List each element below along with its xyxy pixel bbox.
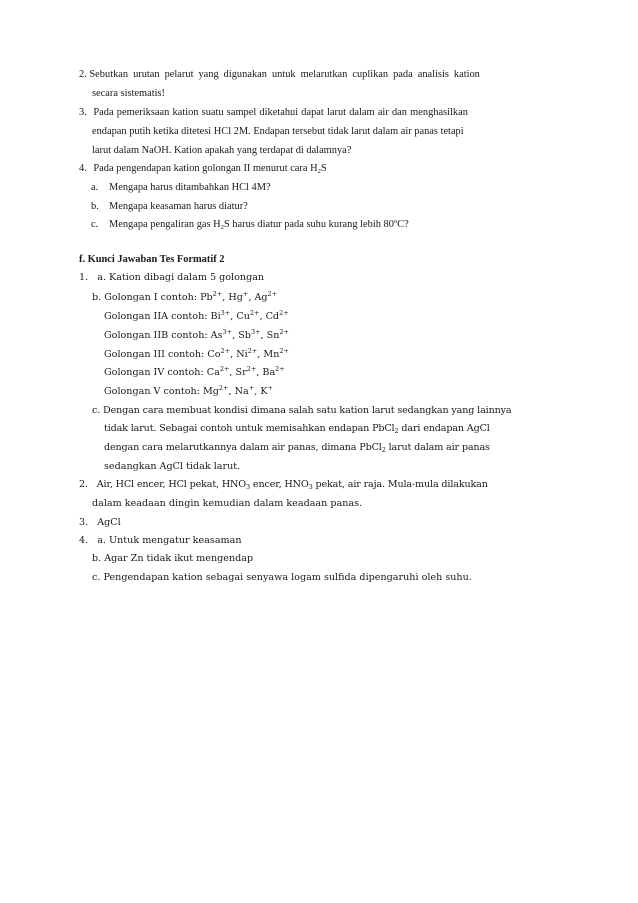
q3-line3: larut dalam NaOH. Kation apakah yang terdapat di dalamnya?: [92, 145, 352, 156]
ion-charge: 2+: [220, 347, 231, 355]
ion-charge: 2+: [218, 384, 229, 392]
answer1-group-iib: Golongan IIB contoh: $As^{3+}$, $Sb^{3+}$, $Sn^{2+}$: [104, 328, 289, 341]
q3-line1: [79, 106, 468, 119]
answer4-line-b: b. Agar Zn tidak ikut mengendap: [92, 553, 254, 564]
ion-symbol: Ba: [262, 367, 276, 378]
ion-symbol: Co: [207, 349, 221, 360]
ion-charge: 2+: [219, 365, 230, 373]
q4-stem: 4. Pada pengendapan kation golongan II menurut cara $H_2S$: [79, 163, 327, 175]
q2-number: 2.: [79, 69, 87, 80]
ion-charge: 2+: [279, 309, 289, 317]
ion-charge: +: [248, 384, 255, 392]
ion-symbol: Pb: [200, 292, 213, 303]
ion-charge: 2+: [246, 365, 257, 373]
answer1-group-iii: Golongan III contoh: $Co^{2+}$, $Ni^{2+}$, $Mn^{2+}$: [104, 347, 289, 360]
answer4-line-a: 4. a. Untuk mengatur keasaman: [79, 535, 242, 546]
answer2-number: 2.: [79, 479, 88, 490]
answer2-line1: 2. Air, HCl encer, HCl pekat, $HNO_3$ encer, $HNO_3$ pekat, air raja. Mula-mula dilakukan: [79, 479, 488, 491]
answer4-line-c: c. Pengendapan kation sebagai senyawa logam sulfida dipengaruhi oleh suhu.: [92, 572, 472, 583]
answer1-line-c4: sedangkan AgCl tidak larut.: [104, 461, 241, 472]
ion-list: $Ca^{2+}$, $Sr^{2+}$, $Ba^{2+}$: [206, 365, 285, 378]
q3-number: 3.: [79, 107, 87, 118]
answer1-line-c1: c. Dengan cara membuat kondisi dimana salah satu kation larut sedangkan yang lainnya: [92, 405, 512, 416]
q2-text: Sebutkan urutan pelarut yang digunakan untuk melarutkan cuplikan pada analisis kation: [89, 69, 480, 80]
ion-symbol: As: [210, 330, 223, 341]
answer1-group-v: Golongan V contoh: $Mg^{2+}$, Na+, K+: [104, 384, 273, 397]
ion-list: $Pb^{2+}$, Hg+, $Ag^{2+}$: [200, 290, 278, 303]
ion-charge: 3+: [250, 328, 261, 336]
ion-charge: 2+: [279, 347, 289, 355]
ion-charge: 2+: [279, 328, 289, 336]
answer1-line-c3: dengan cara melarutkannya dalam air panas, dimana PbCl$_2$ larut dalam air panas: [104, 442, 490, 454]
ion-symbol: Bi: [210, 311, 221, 322]
ion-symbol: Mg: [202, 386, 219, 397]
answer1-line-a: 1. a. Kation dibagi dalam 5 golongan: [79, 272, 265, 283]
q4-option-a: a. Mengapa harus ditambahkan HCl 4M?: [91, 182, 271, 193]
ion-symbol: K: [260, 386, 268, 397]
answer1-group-iia: Golongan IIA contoh: $Bi^{3+}$, $Cu^{2+}$, $Cd^{2+}$: [104, 309, 289, 322]
ion-symbol: Mn: [263, 349, 280, 360]
ion-charge: 2+: [212, 290, 223, 298]
ion-charge: 3+: [220, 309, 231, 317]
ion-symbol: Ca: [206, 367, 220, 378]
ion-symbol: Na: [234, 386, 249, 397]
ion-symbol: Sr: [235, 367, 247, 378]
q4-number: 4.: [79, 163, 87, 174]
q3-text: Pada pemeriksaan kation suatu sampel diketahui dapat larut dalam air dan menghasilkan: [93, 107, 468, 118]
ion-charge: 2+: [247, 347, 258, 355]
ion-symbol: Sn: [266, 330, 280, 341]
answer1-group-i: b. Golongan I contoh: $Pb^{2+}$, Hg+, $Ag^{2+}$: [92, 290, 278, 303]
ion-charge: 2+: [249, 309, 260, 317]
q4-option-c: c. Mengapa pengaliran gas $H_2S$ harus diatur pada suhu kurang lebih 80$^o$C?: [91, 218, 409, 231]
answer-key-heading: f. Kunci Jawaban Tes Formatif 2: [79, 254, 225, 265]
ion-list: $As^{3+}$, $Sb^{3+}$, $Sn^{2+}$: [210, 328, 289, 341]
ion-list: $Mg^{2+}$, Na+, K+: [202, 384, 273, 397]
answer4-number: 4.: [79, 535, 89, 546]
answer2-line2: dalam keadaan dingin kemudian dalam keadaan panas.: [92, 498, 363, 509]
ion-symbol: Cd: [265, 311, 280, 322]
q2-line2: secara sistematis!: [92, 88, 165, 99]
ion-symbol: Hg: [228, 292, 243, 303]
answer3-number: 3.: [79, 517, 89, 528]
ion-list: $Bi^{3+}$, $Cu^{2+}$, $Cd^{2+}$: [210, 309, 289, 322]
q3-line2: endapan putih ketika ditetesi HCl 2M. Endapan tersebut tidak larut dalam air panas tetapi: [92, 126, 464, 137]
ion-charge: +: [242, 290, 249, 298]
ion-list: $Co^{2+}$, $Ni^{2+}$, $Mn^{2+}$: [207, 347, 289, 360]
ion-charge: +: [267, 384, 273, 392]
answer1-number: 1.: [79, 272, 89, 283]
ion-charge: 2+: [267, 290, 278, 298]
ion-symbol: Ni: [236, 349, 248, 360]
answer3: 3. AgCl: [79, 517, 121, 528]
ion-symbol: Sb: [238, 330, 251, 341]
ion-symbol: Cu: [236, 311, 250, 322]
ion-charge: 3+: [222, 328, 233, 336]
q4-option-b: b. Mengapa keasaman harus diatur?: [91, 201, 248, 212]
ion-charge: 2+: [275, 365, 285, 373]
q2-line1: [79, 68, 480, 81]
answer1-group-iv: Golongan IV contoh: $Ca^{2+}$, $Sr^{2+}$, $Ba^{2+}$: [104, 365, 285, 378]
answer1-line-c2: tidak larut. Sebagai contoh untuk memisahkan endapan PbCl$_2$ dari endapan AgCl: [104, 423, 490, 435]
ion-symbol: Ag: [254, 292, 268, 303]
